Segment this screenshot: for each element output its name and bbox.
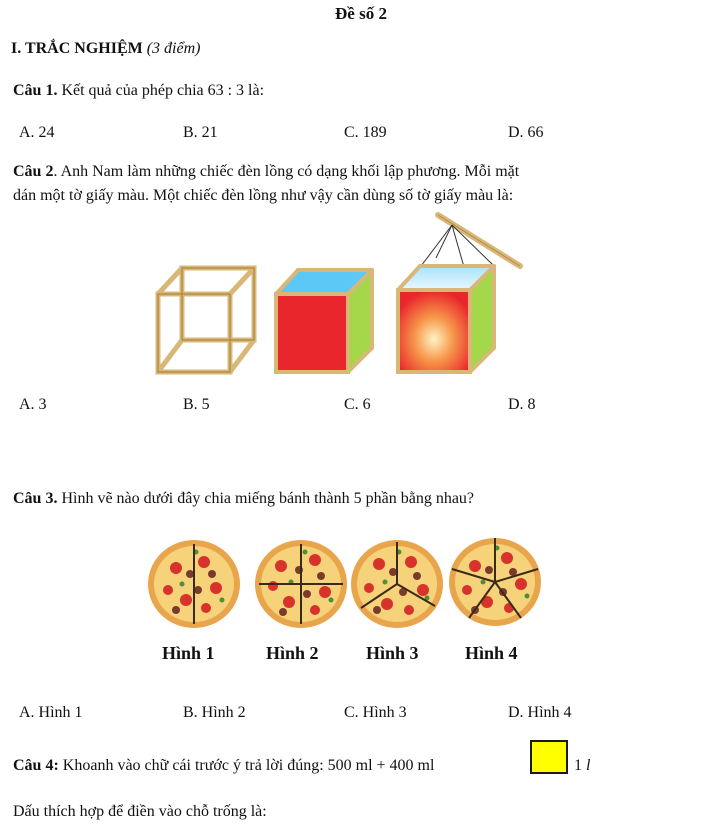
- section-title: I. TRẮC NGHIỆM: [11, 40, 143, 57]
- section-heading: [11, 40, 200, 58]
- pizza-figure-2: [253, 538, 349, 630]
- question-3-text: Hình vẽ nào dưới đây chia miếng bánh thành 5 phần bằng nhau?: [61, 490, 475, 507]
- q2-option-b[interactable]: B. 5: [183, 396, 210, 413]
- question-2-text-line1: . Anh Nam làm những chiếc đèn lồng có dạng khối lập phương. Mỗi mặt: [53, 163, 520, 180]
- question-4-rhs-value: 1: [574, 757, 582, 774]
- pizza-figure-1: [146, 538, 242, 630]
- question-1-text: Kết quả của phép chia 63 : 3 là:: [61, 82, 265, 99]
- question-4-rhs: [574, 757, 590, 775]
- section-points: (3 điểm): [146, 40, 201, 57]
- question-2-options: [0, 396, 722, 418]
- pizza-label-1: Hình 1: [162, 643, 215, 663]
- q3-option-d[interactable]: D. Hình 4: [508, 704, 572, 721]
- question-4-text: Khoanh vào chữ cái trước ý trả lời đúng: 500 ml + 400 ml: [62, 757, 435, 774]
- lantern-colored-cube-figure: [268, 262, 380, 382]
- q3-option-c[interactable]: C. Hình 3: [344, 704, 407, 721]
- question-1-label: Câu 1.: [13, 82, 58, 99]
- pizza-figure-4: [447, 536, 543, 628]
- lantern-hanging-figure: [390, 210, 530, 385]
- q1-option-b[interactable]: B. 21: [183, 124, 218, 141]
- question-4-label: Câu 4:: [13, 757, 59, 774]
- question-1-options: [0, 124, 722, 146]
- answer-blank-box[interactable]: [530, 740, 568, 774]
- q2-option-a[interactable]: A. 3: [19, 396, 47, 413]
- pizza-label-3: Hình 3: [366, 643, 419, 663]
- question-2-text-line2: dán một tờ giấy màu. Một chiếc đèn lồng như vậy cần dùng số tờ giấy màu là:: [13, 187, 514, 204]
- q2-option-c[interactable]: C. 6: [344, 396, 371, 413]
- pizza-label-4: Hình 4: [465, 643, 518, 663]
- q1-option-c[interactable]: C. 189: [344, 124, 387, 141]
- q2-option-d[interactable]: D. 8: [508, 396, 536, 413]
- question-3-options: [0, 704, 722, 726]
- q3-option-b[interactable]: B. Hình 2: [183, 704, 246, 721]
- question-3-label: Câu 3.: [13, 490, 58, 507]
- q3-option-a[interactable]: A. Hình 1: [19, 704, 83, 721]
- question-4-rhs-unit: l: [586, 757, 591, 774]
- question-2-label: Câu 2: [13, 163, 54, 180]
- question-3: [13, 490, 474, 508]
- question-1: [13, 82, 264, 100]
- q1-option-d[interactable]: D. 66: [508, 124, 544, 141]
- lantern-frame-figure: [150, 262, 262, 382]
- page-title: Đề số 2: [335, 4, 387, 23]
- pizza-figure-3: [349, 538, 445, 630]
- q1-option-a[interactable]: A. 24: [19, 124, 55, 141]
- question-2: [13, 163, 519, 181]
- pizza-label-2: Hình 2: [266, 643, 319, 663]
- question-4: [13, 757, 434, 775]
- question-4-line2: Dấu thích hợp để điền vào chỗ trống là:: [13, 803, 267, 820]
